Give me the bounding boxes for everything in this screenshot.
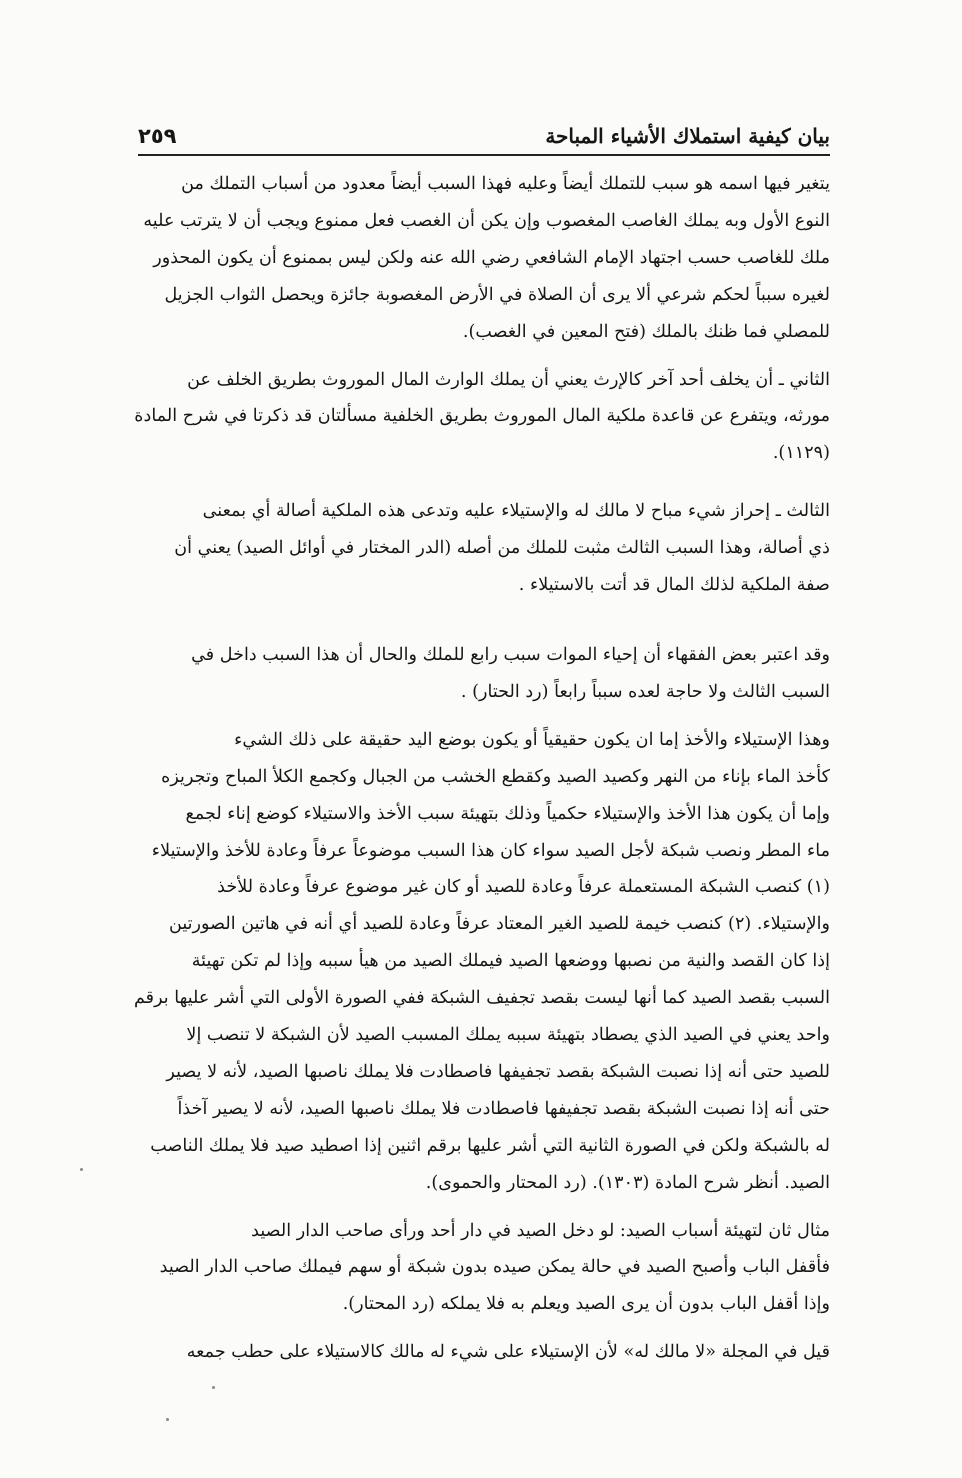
text-line: (١) كنصب الشبكة المستعملة عرفاً وعادة للصيد أو كان غير موضوع عرفاً وعادة للأخذ (217, 877, 830, 898)
text-line: صفة الملكية لذلك المال قد أتت بالاستيلاء . (518, 575, 830, 596)
page-number: ٢٥٩ (138, 124, 177, 148)
text-line: له بالشبكة ولكن في الصورة الثانية التي أشر عليها برقم اثنين إذا اصطيد صيد فلا يملك الناصب (150, 1135, 830, 1156)
text-line: لغيره سبباً لحكم شرعي ألا يرى أن الصلاة في الأرض المغصوبة جائزة ويحصل الثواب الجزيل (164, 284, 830, 305)
body-text (132, 166, 830, 1382)
text-line: وإما أن يكون هذا الأخذ والإستيلاء حكمياً وذلك بتهيئة سبب الأخذ والاستيلاء كوضع إناء لجمع (185, 803, 830, 824)
text-line: وقد اعتبر بعض الفقهاء أن إحياء الموات سبب رابع للملك والحال أن هذا السبب داخل في (191, 644, 830, 665)
text-line: النوع الأول وبه يملك الغاصب المغصوب وإن يكن أن الغصب فعل ممنوع ويجب أن لا يترتب عليه (143, 210, 830, 231)
text-line: فأقفل الباب وأصبح الصيد في حالة يمكن صيده بدون شبكة أو سهم فيملك صاحب الدار الصيد (159, 1257, 830, 1278)
page-header (138, 118, 830, 156)
running-title: بيان كيفية استملاك الأشياء المباحة (545, 124, 830, 148)
text-line: وهذا الإستيلاء والأخذ إما ان يكون حقيقياً أو يكون بوضع اليد حقيقة على ذلك الشيء (234, 729, 830, 750)
scan-speck (80, 1168, 83, 1171)
text-line: قيل في المجلة «لا مالك له» لأن الإستيلاء على شيء له مالك كالاستيلاء على حطب جمعه (186, 1342, 830, 1363)
text-line: ملك للغاصب حسب اجتهاد الإمام الشافعي رضي الله عنه ولكن ليس بممنوع أن يكون المحذور (153, 247, 830, 268)
paragraph-6 (132, 1213, 830, 1324)
text-line: للصيد حتى أنه إذا نصبت الشبكة بقصد تجفيفها فاصطادت فلا يملك ناصبها الصيد، لأنه لا يصير (166, 1061, 830, 1082)
text-line: الصيد. أنظر شرح المادة (١٣٠٣). (رد المحتار والحموى). (425, 1172, 830, 1193)
text-line: للمصلي فما ظنك بالملك (فتح المعين في الغصب). (462, 321, 830, 342)
text-line: ذي أصالة، وهذا السبب الثالث مثبت للملك من أصله (الدر المختار في أوائل الصيد) يعني أن (174, 538, 830, 559)
text-line: السبب بقصد الصيد كما أنها ليست بقصد تجفيف الشبكة ففي الصورة الأولى التي أشر عليها برقم (133, 988, 830, 1009)
paragraph-5 (132, 722, 830, 1202)
paragraph-1 (132, 166, 830, 351)
text-line: إذا كان القصد والنية من نصبها ووضعها الصيد فيملك الصيد من هيأ سببه وإذا لم تكن تهيئة (191, 951, 830, 972)
text-line: مورثه، ويتفرع عن قاعدة ملكية المال الموروث بطريق الخلفية مسألتان قد ذكرتا في شرح المادة (134, 406, 830, 427)
scan-speck (212, 1386, 215, 1389)
scan-speck (166, 1418, 169, 1421)
paragraph-7 (132, 1334, 830, 1371)
text-line: الثاني ـ أن يخلف أحد آخر كالإرث يعني أن يملك الوارث المال الموروث بطريق الخلف عن (187, 369, 830, 390)
text-line: (١١٢٩). (772, 443, 830, 464)
paragraph-3 (132, 493, 830, 604)
text-line: واحد يعني في الصيد الذي يصطاد بتهيئة سببه يملك المسبب الصيد لأن الشبكة لا تنصب إلا (186, 1025, 830, 1046)
text-line: كأخذ الماء بإناء من النهر وكصيد الصيد وكقطع الخشب من الجبال وكجمع الكلأ المباح وتجريزه (161, 766, 830, 787)
paragraph-4 (132, 637, 830, 711)
text-line: السبب الثالث ولا حاجة لعده سبباً رابعاً (رد الحتار) . (460, 681, 830, 702)
text-line: مثال ثان لتهيئة أسباب الصيد: لو دخل الصيد في دار أحد ورأى صاحب الدار الصيد (251, 1220, 830, 1241)
text-line: يتغير فيها اسمه هو سبب للتملك أيضاً وعليه فهذا السبب أيضاً معدود من أسباب التملك من (181, 174, 830, 194)
text-line: وإذا أقفل الباب بدون أن يرى الصيد ويعلم به فلا يملكه (رد المحتار). (342, 1294, 830, 1315)
text-line: ماء المطر ونصب شبكة لأجل الصيد سواء كان هذا السبب موضوعاً عرفاً وعادة للأخذ والإستيلاء (151, 840, 830, 861)
text-line: والإستيلاء. (٢) كنصب خيمة للصيد الغير المعتاد عرفاً وعادة للصيد أي أنه في هاتين الصورتين (168, 914, 830, 935)
text-line: الثالث ـ إحراز شيء مباح لا مالك له والإستيلاء عليه وتدعى هذه الملكية أصالة أي بمعنى (202, 501, 830, 522)
paragraph-2 (132, 362, 830, 473)
text-line: حتى أنه إذا نصبت الشبكة بقصد تجفيفها فاصطادت فلا يملك ناصبها الصيد، لأنه لا يصير آخذاً (177, 1098, 830, 1119)
